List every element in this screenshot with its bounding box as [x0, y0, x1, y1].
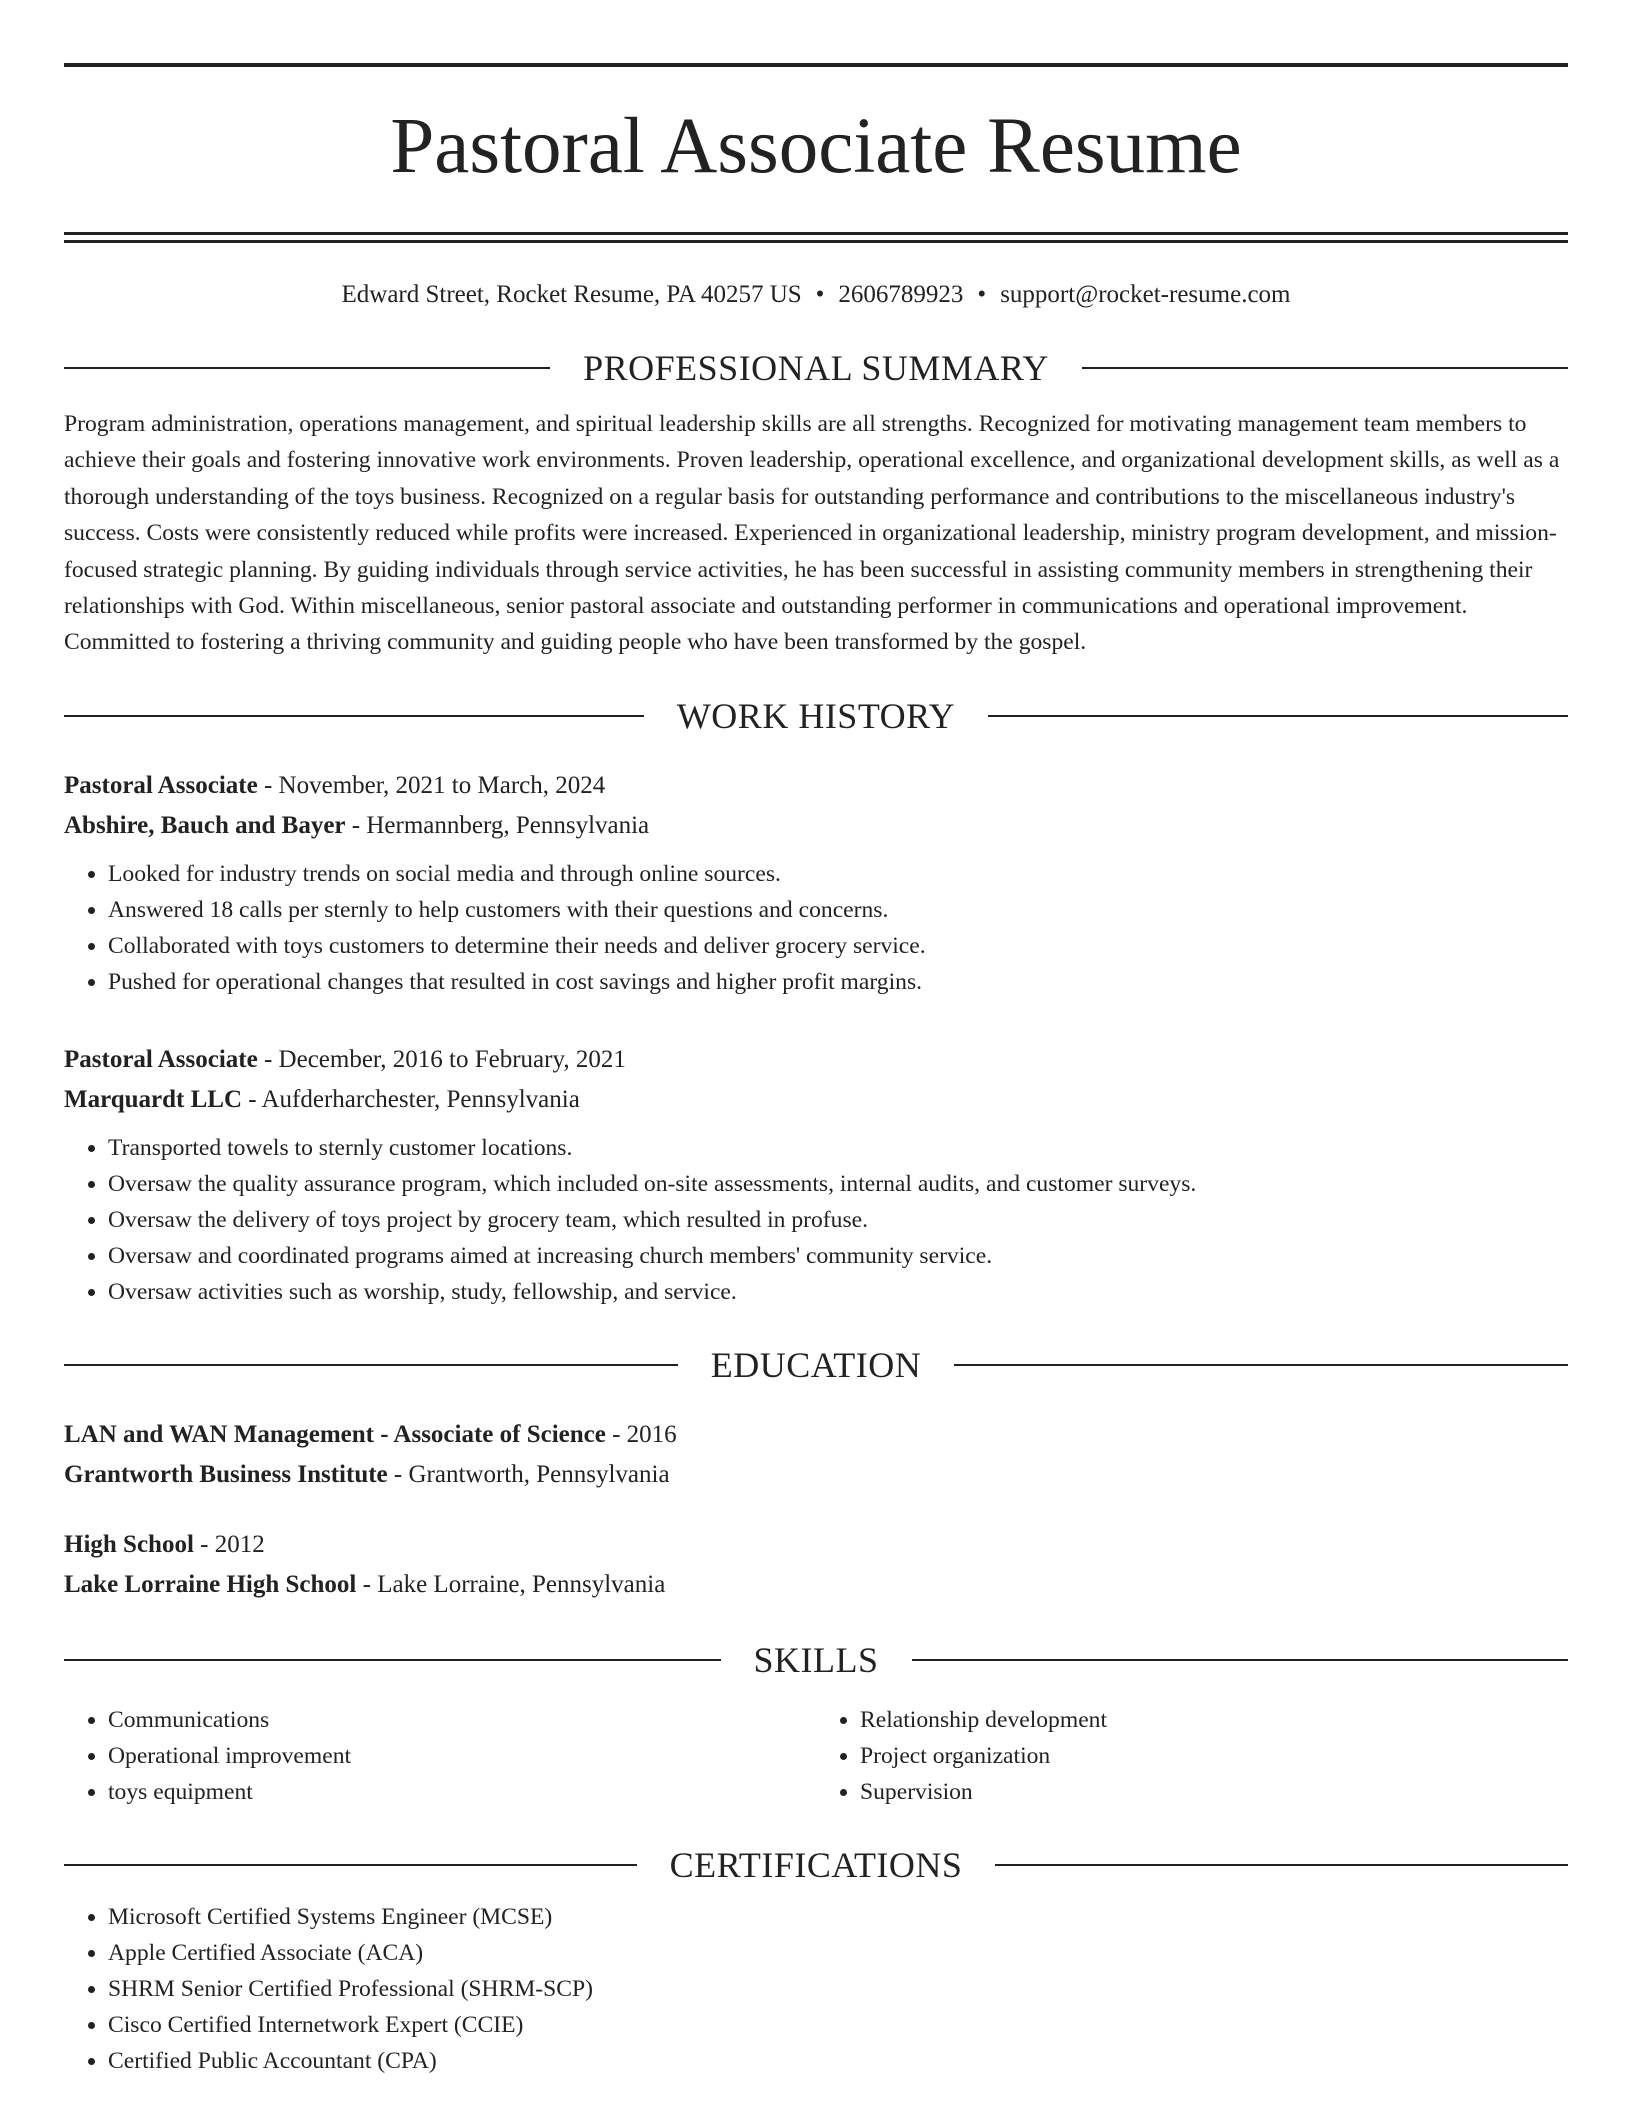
section-divider [912, 1659, 1569, 1661]
page-title: Pastoral Associate Resume [390, 103, 1242, 190]
job-bullets [64, 856, 1568, 1000]
list-item: • Pushed for operational changes that resulted in cost savings and higher profit margins. [108, 964, 1568, 1000]
job-role: Pastoral Associate [64, 771, 258, 799]
job-dates: - November, 2021 to March, 2024 [257, 771, 606, 799]
education-year: - 2016 [605, 1420, 677, 1448]
job-title-line [64, 1040, 1568, 1080]
education-entry [64, 1525, 1568, 1605]
list-item: • Communications [108, 1702, 816, 1738]
list-item: • SHRM Senior Certified Professional (SHRM-SCP) [108, 1971, 1568, 2007]
section-title: PROFESSIONAL SUMMARY [583, 348, 1049, 388]
top-rule [64, 63, 1568, 67]
section-header-skills [64, 1636, 1568, 1684]
job-title-line [64, 766, 1568, 806]
section-header-summary [64, 344, 1568, 392]
section-header-work-history [64, 692, 1568, 740]
list-item: • Certified Public Accountant (CPA) [108, 2043, 1568, 2079]
education-location: - Grantworth, Pennsylvania [387, 1460, 670, 1488]
section-header-education [64, 1341, 1568, 1389]
section-divider [64, 715, 644, 717]
job-company-line [64, 1080, 1568, 1120]
section-title: SKILLS [753, 1639, 879, 1680]
section-header-certifications [64, 1841, 1568, 1889]
list-item: • Oversaw the delivery of toys project by grocery team, which resulted in profuse. [108, 1202, 1568, 1238]
education-school-line [64, 1565, 1568, 1605]
list-item: • Cisco Certified Internetwork Expert (CCIE) [108, 2007, 1568, 2043]
job-entry [64, 1040, 1568, 1310]
education-school: Lake Lorraine High School [64, 1570, 357, 1598]
contact-address: Edward Street, Rocket Resume, PA 40257 US [341, 281, 802, 308]
contact-separator: • [977, 281, 987, 308]
skills-column-right [816, 1702, 1568, 1810]
education-degree-line [64, 1525, 1568, 1565]
list-item: • Apple Certified Associate (ACA) [108, 1935, 1568, 1971]
education-school-line [64, 1455, 1568, 1495]
job-bullets [64, 1130, 1568, 1310]
education-degree: LAN and WAN Management - Associate of Science [64, 1420, 606, 1448]
skills-column-left [64, 1702, 816, 1810]
job-company: Marquardt LLC [64, 1085, 243, 1113]
list-item: • Answered 18 calls per sternly to help customers with their questions and concerns. [108, 892, 1568, 928]
job-company: Abshire, Bauch and Bayer [64, 811, 346, 839]
section-divider [64, 1659, 721, 1661]
education-degree-line [64, 1415, 1568, 1455]
section-divider [1082, 367, 1568, 369]
job-location: - Aufderharchester, Pennsylvania [242, 1085, 580, 1113]
list-item: • Oversaw the quality assurance program, which included on-site assessments, internal audits, and customer surveys. [108, 1166, 1568, 1202]
section-divider [64, 1864, 637, 1866]
section-title: WORK HISTORY [676, 695, 956, 736]
section-divider [64, 367, 550, 369]
list-item: • Microsoft Certified Systems Engineer (MCSE) [108, 1899, 1568, 1935]
education-location: - Lake Lorraine, Pennsylvania [356, 1570, 666, 1598]
list-item: • Relationship development [860, 1702, 1568, 1738]
list-item: • Looked for industry trends on social media and through online sources. [108, 856, 1568, 892]
list-item: • toys equipment [108, 1774, 816, 1810]
section-title: EDUCATION [710, 1344, 922, 1385]
list-item: • Project organization [860, 1738, 1568, 1774]
list-item: • Transported towels to sternly customer locations. [108, 1130, 1568, 1166]
contact-line [64, 277, 1568, 313]
summary-text: Program administration, operations management, and spiritual leadership skills are all strengths. Recognized for motivating management team members to achieve their goals and fostering innovative work environments. Proven leadership, operational excellence, and organizational development skills, as well as a thorough understanding of the toys business. Recognized on a regular basis for outstanding performance and contributions to the miscellaneous industry's success. Costs were consistently reduced while profits were increased. Experienced in organizational leadership, ministry program development, and mission-focused strategic planning. By guiding individuals through service activities, he has been successful in assisting community members in strengthening their relationships with God. Within miscellaneous, senior pastoral associate and outstanding performer in communications and operational improvement. Committed to fostering a thriving community and guiding people who have been transformed by the gospel. [64, 411, 1560, 656]
section-divider [988, 715, 1568, 717]
education-entry [64, 1415, 1568, 1495]
skills-grid [64, 1702, 1568, 1810]
list-item: • Collaborated with toys customers to determine their needs and deliver grocery service. [108, 928, 1568, 964]
job-role: Pastoral Associate [64, 1045, 258, 1073]
education-school: Grantworth Business Institute [64, 1460, 388, 1488]
contact-phone: 2606789923 [838, 281, 964, 308]
section-divider [995, 1864, 1568, 1866]
job-entry [64, 766, 1568, 1000]
education-year: - 2012 [193, 1530, 265, 1558]
list-item: • Operational improvement [108, 1738, 816, 1774]
contact-email: support@rocket-resume.com [1000, 281, 1291, 308]
job-dates: - December, 2016 to February, 2021 [257, 1045, 626, 1073]
certifications-list [64, 1899, 1568, 2079]
contact-separator: • [815, 281, 825, 308]
title-double-rule [64, 232, 1568, 243]
section-divider [954, 1364, 1568, 1366]
list-item: • Oversaw activities such as worship, study, fellowship, and service. [108, 1274, 1568, 1310]
job-company-line [64, 806, 1568, 846]
list-item: • Supervision [860, 1774, 1568, 1810]
section-title: CERTIFICATIONS [669, 1844, 963, 1885]
job-location: - Hermannberg, Pennsylvania [345, 811, 650, 839]
list-item: • Oversaw and coordinated programs aimed at increasing church members' community service. [108, 1238, 1568, 1274]
section-divider [64, 1364, 678, 1366]
education-degree: High School [64, 1530, 194, 1558]
